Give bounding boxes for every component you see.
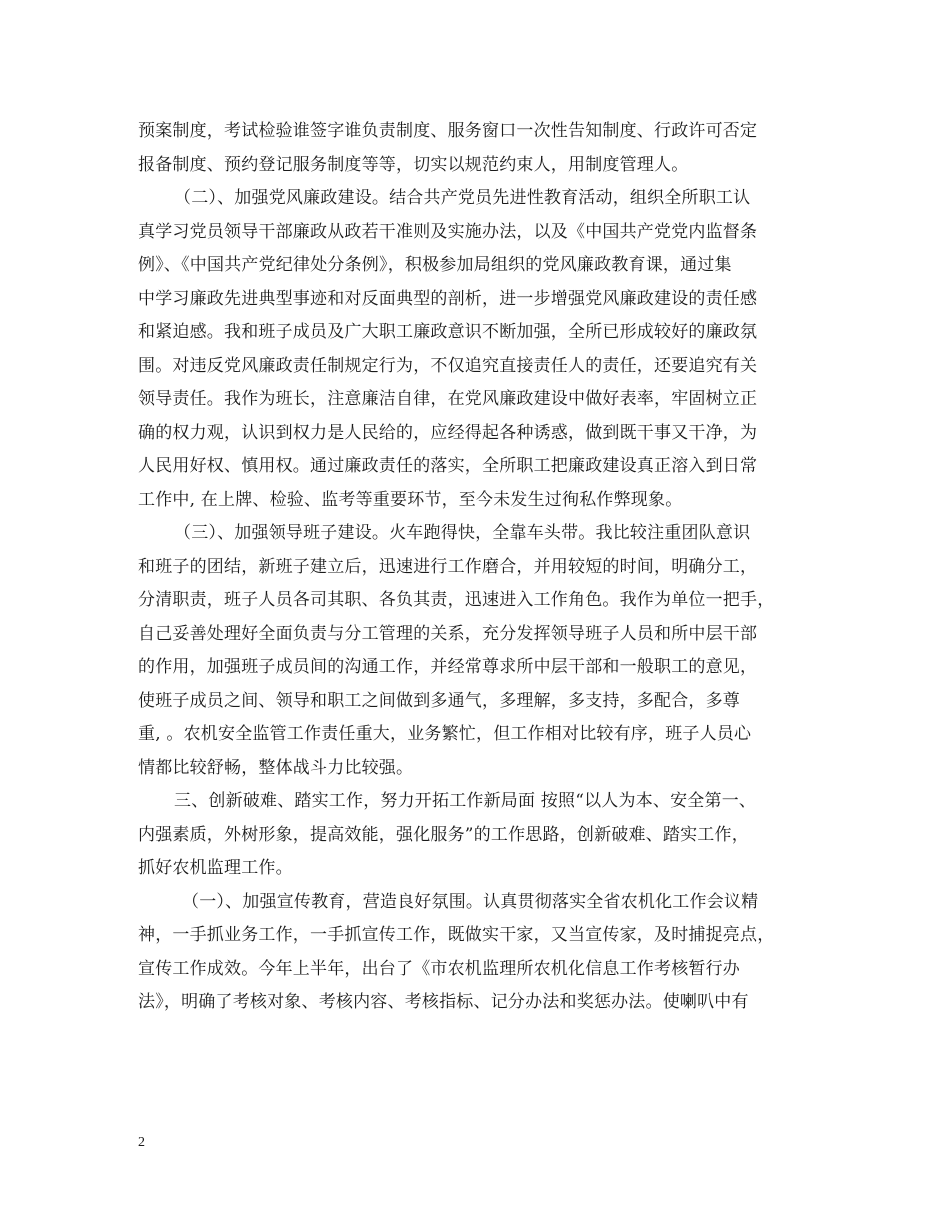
text-line: 内强素质，外树形象，提高效能，强化服务”的工作思路，创新破难、踏实工作， (138, 824, 749, 845)
paragraph-start: （二）、加强党风廉政建设。结合共产党员先进性教育活动，组织全所职工认 (174, 188, 751, 208)
text-line: 确的权力观，认识到权力是人民给的，应经得起各种诱惑，做到既干事又干净，为 (138, 422, 758, 443)
text-line: 领导责任。我作为班长，注意廉洁自律，在党风廉政建设中做好表率，牢固树立正 (138, 389, 758, 409)
page-number: 2 (138, 1135, 145, 1150)
text-line: 真学习党员领导干部廉政从政若干准则及实施办法，以及《中国共产党党内监督条 (138, 221, 758, 242)
text-line: 情都比较舒畅，整体战斗力比较强。 (138, 757, 414, 778)
text-line: 的作用，加强班子成员间的沟通工作，并经常尊求所中层干部和一般职工的意见， (138, 657, 758, 677)
text-line: 法》，明确了考核对象、考核内容、考核指标、记分办法和奖惩办法。使喇叭中有 (138, 992, 749, 1012)
text-line: 预案制度，考试检验谁签字谁负责制度、服务窗口一次性告知制度、行政许可否定 (138, 121, 758, 141)
text-line: 宣传工作成效。今年上半年，出台了《市农机监理所农机化信息工作考核暂行办 (138, 958, 740, 979)
text-line: 人民用好权、慎用权。通过廉政责任的落实，全所职工把廉政建设真正溶入到日常 (138, 456, 758, 476)
section-heading-line: 三、创新破难、踏实工作，努力开拓工作新局面 按照“以人为本、安全第一、 (174, 791, 757, 811)
text-line: 抓好农机监理工作。 (138, 858, 293, 878)
text-line: 和班子的团结，新班子建立后，迅速进行工作磨合，并用较短的时间，明确分工， (138, 556, 758, 577)
text-line: 围。对违反党风廉政责任制规定行为，不仅追究直接责任人的责任，还要追究有关 (138, 355, 758, 376)
paragraph-start: （一）、加强宣传教育，营造良好氛围。认真贯彻落实全省农机化工作会议精 (182, 891, 759, 912)
text-line: 和紧迫感。我和班子成员及广大职工廉政意识不断加强，全所已形成较好的廉政氛 (138, 322, 758, 342)
text-line: 重, 。农机安全监管工作责任重大，业务繁忙，但工作相对比较有序，班子人员心 (138, 724, 752, 744)
text-line: 分清职责，班子人员各司其职、各负其责，迅速进入工作角色。我作为单位一把手， (138, 590, 775, 610)
text-line: 工作中, 在上牌、检验、监考等重要环节，至今未发生过徇私作弊现象。 (138, 489, 683, 510)
body-text (138, 115, 828, 1020)
text-line: 自己妥善处理好全面负责与分工管理的关系，充分发挥领导班子人员和所中层干部 (138, 623, 758, 644)
text-line: 例》、《中国共产党纪律处分条例》，积极参加局组织的党风廉政教育课，通过集 (138, 255, 732, 275)
text-line: 使班子成员之间、领导和职工之间做到多通气，多理解，多支持，多配合，多尊 (138, 690, 740, 711)
text-line: 中学习廉政先进典型事迹和对反面典型的剖析，进一步增强党风廉政建设的责任感 (138, 288, 758, 309)
text-line: 神，一手抓业务工作，一手抓宣传工作，既做实干家，又当宣传家，及时捕捉亮点， (138, 925, 775, 945)
text-line: 报备制度、预约登记服务制度等等，切实以规范约束人，用制度管理人。 (138, 154, 689, 175)
paragraph-start: （三）、加强领导班子建设。火车跑得快，全靠车头带。我比较注重团队意识 (174, 523, 751, 543)
